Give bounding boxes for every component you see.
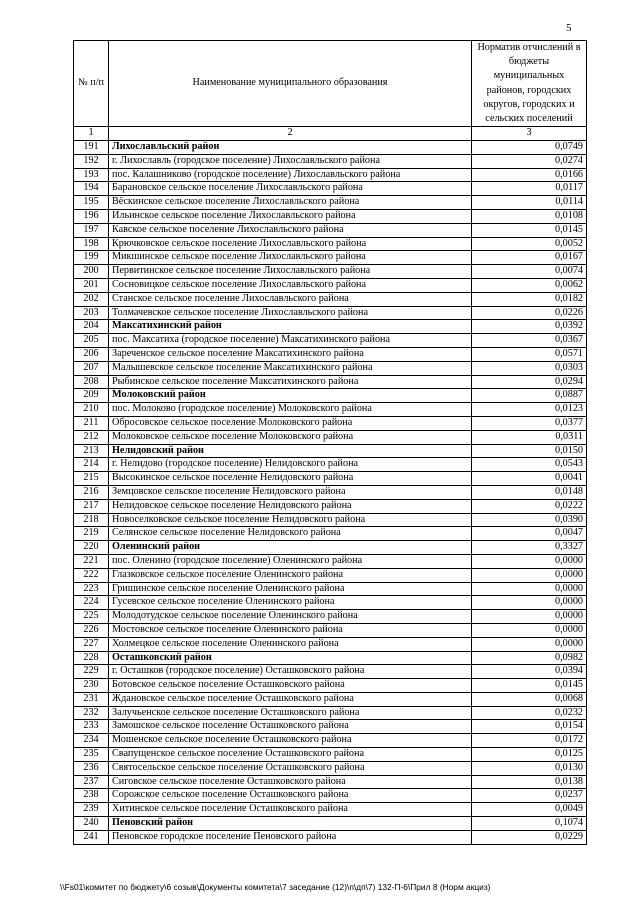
row-number: 204 [74, 320, 109, 334]
row-name: Ильинское сельское поселение Лихославльского района [109, 210, 472, 224]
row-value: 0,0145 [472, 223, 587, 237]
row-number: 220 [74, 541, 109, 555]
table-row [74, 610, 587, 624]
row-value: 0,0068 [472, 692, 587, 706]
header-name: Наименование муниципального образования [109, 41, 472, 127]
norms-table [73, 40, 587, 845]
row-name: пос. Оленино (городское поселение) Оленинского района [109, 554, 472, 568]
row-number: 201 [74, 278, 109, 292]
row-name: Сиговское сельское поселение Осташковского района [109, 775, 472, 789]
district-row [74, 320, 587, 334]
row-number: 225 [74, 610, 109, 624]
row-name: Осташковский район [109, 651, 472, 665]
row-number: 238 [74, 789, 109, 803]
table-row [74, 334, 587, 348]
district-row [74, 541, 587, 555]
row-value: 0,0049 [472, 803, 587, 817]
row-value: 0,0000 [472, 554, 587, 568]
row-name: Обросовское сельское поселение Молоковского района [109, 416, 472, 430]
row-number: 200 [74, 265, 109, 279]
table-row [74, 720, 587, 734]
row-value: 0,0000 [472, 582, 587, 596]
row-value: 0,0166 [472, 168, 587, 182]
row-number: 213 [74, 444, 109, 458]
row-name: Мостовское сельское поселение Оленинского района [109, 623, 472, 637]
table-row [74, 499, 587, 513]
table-row [74, 403, 587, 417]
table-row [74, 527, 587, 541]
row-number: 192 [74, 154, 109, 168]
table-row [74, 734, 587, 748]
row-number: 215 [74, 472, 109, 486]
row-number: 231 [74, 692, 109, 706]
row-name: г. Нелидово (городское поселение) Нелидовского района [109, 458, 472, 472]
row-value: 0,0274 [472, 154, 587, 168]
row-value: 0,0047 [472, 527, 587, 541]
district-row [74, 141, 587, 155]
row-name: Микшинское сельское поселение Лихославльского района [109, 251, 472, 265]
district-row [74, 389, 587, 403]
row-value: 0,0390 [472, 513, 587, 527]
row-number: 194 [74, 182, 109, 196]
row-number: 197 [74, 223, 109, 237]
row-name: Молоковский район [109, 389, 472, 403]
row-name: Свапущенское сельское поселение Осташковского района [109, 748, 472, 762]
row-number: 207 [74, 361, 109, 375]
row-number: 229 [74, 665, 109, 679]
row-value: 0,0392 [472, 320, 587, 334]
row-number: 237 [74, 775, 109, 789]
row-name: Глазковское сельское поселение Оленинского района [109, 568, 472, 582]
row-number: 235 [74, 748, 109, 762]
row-value: 0,0148 [472, 485, 587, 499]
table-row [74, 692, 587, 706]
row-name: Молодотудское сельское поселение Оленинского района [109, 610, 472, 624]
row-number: 205 [74, 334, 109, 348]
table-row [74, 485, 587, 499]
row-value: 0,0229 [472, 830, 587, 844]
row-number: 208 [74, 375, 109, 389]
row-number: 226 [74, 623, 109, 637]
column-number: 1 [74, 127, 109, 141]
row-name: Пеновское городское поселение Пеновского района [109, 830, 472, 844]
table-row [74, 306, 587, 320]
column-number: 3 [472, 127, 587, 141]
table-row [74, 458, 587, 472]
row-name: Сосновицкое сельское поселение Лихославльского района [109, 278, 472, 292]
table-row [74, 196, 587, 210]
row-number: 198 [74, 237, 109, 251]
table-header-row [74, 41, 587, 127]
table-row [74, 568, 587, 582]
row-number: 211 [74, 416, 109, 430]
row-name: Первитинское сельское поселение Лихославльского района [109, 265, 472, 279]
row-name: Сорожское сельское поселение Осташковского района [109, 789, 472, 803]
column-number: 2 [109, 127, 472, 141]
table-row [74, 210, 587, 224]
header-number: № п/п [74, 41, 109, 127]
row-name: Зареченское сельское поселение Максатихинского района [109, 347, 472, 361]
row-value: 0,0114 [472, 196, 587, 210]
row-number: 199 [74, 251, 109, 265]
row-number: 241 [74, 830, 109, 844]
row-name: Ботовское сельское поселение Осташковского района [109, 679, 472, 693]
row-value: 0,0074 [472, 265, 587, 279]
row-name: Высокинское сельское поселение Нелидовского района [109, 472, 472, 486]
row-number: 217 [74, 499, 109, 513]
row-name: Мошенское сельское поселение Осташковского района [109, 734, 472, 748]
row-number: 219 [74, 527, 109, 541]
row-name: г. Лихославль (городское поселение) Лихославльского района [109, 154, 472, 168]
row-number: 193 [74, 168, 109, 182]
row-number: 224 [74, 596, 109, 610]
table-row [74, 554, 587, 568]
table-row [74, 761, 587, 775]
table-row [74, 623, 587, 637]
row-name: Ждановское сельское поселение Осташковского района [109, 692, 472, 706]
row-name: Максатихинский район [109, 320, 472, 334]
row-number: 196 [74, 210, 109, 224]
row-name: Малышевское сельское поселение Максатихинского района [109, 361, 472, 375]
row-number: 203 [74, 306, 109, 320]
row-number: 214 [74, 458, 109, 472]
row-number: 209 [74, 389, 109, 403]
row-value: 0,0172 [472, 734, 587, 748]
row-number: 221 [74, 554, 109, 568]
table-row [74, 154, 587, 168]
row-value: 0,0125 [472, 748, 587, 762]
row-number: 227 [74, 637, 109, 651]
row-number: 222 [74, 568, 109, 582]
table-row [74, 347, 587, 361]
row-value: 0,0222 [472, 499, 587, 513]
table-row [74, 168, 587, 182]
row-name: Кавское сельское поселение Лихославльского района [109, 223, 472, 237]
table-row [74, 679, 587, 693]
page-number: 5 [566, 22, 572, 34]
district-row [74, 817, 587, 831]
row-number: 230 [74, 679, 109, 693]
row-value: 0,0123 [472, 403, 587, 417]
row-value: 0,1074 [472, 817, 587, 831]
row-value: 0,0154 [472, 720, 587, 734]
file-path-footer: \\Fs01\комитет по бюджету\6 созыв\Документы комитета\7 заседание (12)\п\дп\7) 132-П-6\Прил 8 (Норм акциз) [60, 882, 491, 892]
row-name: Нелидовское сельское поселение Нелидовского района [109, 499, 472, 513]
table-row [74, 637, 587, 651]
row-value: 0,0982 [472, 651, 587, 665]
table-row [74, 416, 587, 430]
row-name: Оленинский район [109, 541, 472, 555]
table-row [74, 375, 587, 389]
row-value: 0,0138 [472, 775, 587, 789]
row-value: 0,0117 [472, 182, 587, 196]
row-value: 0,0303 [472, 361, 587, 375]
row-value: 0,0000 [472, 568, 587, 582]
row-name: Рыбинское сельское поселение Максатихинского района [109, 375, 472, 389]
table-row [74, 706, 587, 720]
row-value: 0,0130 [472, 761, 587, 775]
row-number: 191 [74, 141, 109, 155]
table-row [74, 775, 587, 789]
row-value: 0,0000 [472, 637, 587, 651]
row-value: 0,0182 [472, 292, 587, 306]
row-number: 236 [74, 761, 109, 775]
table-row [74, 803, 587, 817]
row-number: 232 [74, 706, 109, 720]
table-row [74, 182, 587, 196]
row-number: 240 [74, 817, 109, 831]
row-name: Крючковское сельское поселение Лихославльского района [109, 237, 472, 251]
row-value: 0,0052 [472, 237, 587, 251]
table-row [74, 789, 587, 803]
row-name: Хитинское сельское поселение Осташковского района [109, 803, 472, 817]
row-name: Новоселковское сельское поселение Нелидовского района [109, 513, 472, 527]
row-value: 0,0232 [472, 706, 587, 720]
row-value: 0,0887 [472, 389, 587, 403]
row-name: Пеновский район [109, 817, 472, 831]
district-row [74, 651, 587, 665]
row-name: Замошское сельское поселение Осташковского района [109, 720, 472, 734]
table-row [74, 513, 587, 527]
row-value: 0,0062 [472, 278, 587, 292]
row-name: Гришинское сельское поселение Оленинского района [109, 582, 472, 596]
row-value: 0,0311 [472, 430, 587, 444]
row-name: Земцовское сельское поселение Нелидовского района [109, 485, 472, 499]
table-row [74, 582, 587, 596]
row-number: 206 [74, 347, 109, 361]
row-name: Молоковское сельское поселение Молоковского района [109, 430, 472, 444]
row-number: 239 [74, 803, 109, 817]
row-value: 0,0000 [472, 610, 587, 624]
row-value: 0,0145 [472, 679, 587, 693]
row-value: 0,0377 [472, 416, 587, 430]
table-row [74, 665, 587, 679]
row-name: Залучьенское сельское поселение Осташковского района [109, 706, 472, 720]
row-name: пос. Максатиха (городское поселение) Максатихинского района [109, 334, 472, 348]
row-value: 0,0394 [472, 665, 587, 679]
column-number-row [74, 127, 587, 141]
table-row [74, 278, 587, 292]
row-value: 0,0000 [472, 596, 587, 610]
district-row [74, 444, 587, 458]
row-name: пос. Калашниково (городское поселение) Лихославльского района [109, 168, 472, 182]
row-value: 0,0167 [472, 251, 587, 265]
table-row [74, 472, 587, 486]
row-value: 0,0543 [472, 458, 587, 472]
table-row [74, 237, 587, 251]
table-row [74, 830, 587, 844]
row-value: 0,0367 [472, 334, 587, 348]
row-number: 195 [74, 196, 109, 210]
row-name: Святосельское сельское поселение Осташковского района [109, 761, 472, 775]
row-value: 0,0000 [472, 623, 587, 637]
row-value: 0,0571 [472, 347, 587, 361]
row-number: 233 [74, 720, 109, 734]
table-row [74, 748, 587, 762]
table-row [74, 292, 587, 306]
row-name: Вёскинское сельское поселение Лихославльского района [109, 196, 472, 210]
row-value: 0,0237 [472, 789, 587, 803]
row-number: 216 [74, 485, 109, 499]
table-row [74, 430, 587, 444]
table-row [74, 265, 587, 279]
table-row [74, 596, 587, 610]
row-number: 228 [74, 651, 109, 665]
row-name: Селянское сельское поселение Нелидовского района [109, 527, 472, 541]
row-value: 0,0749 [472, 141, 587, 155]
row-name: пос. Молоково (городское поселение) Молоковского района [109, 403, 472, 417]
row-value: 0,3327 [472, 541, 587, 555]
table-row [74, 223, 587, 237]
row-name: Барановское сельское поселение Лихославльского района [109, 182, 472, 196]
header-norm: Норматив отчислений в бюджеты муниципальных районов, городских округов, городских и сельских поселений [472, 41, 587, 127]
table-row [74, 361, 587, 375]
row-name: Холмецкое сельское поселение Оленинского района [109, 637, 472, 651]
row-number: 218 [74, 513, 109, 527]
row-value: 0,0041 [472, 472, 587, 486]
row-name: г. Осташков (городское поселение) Осташковского района [109, 665, 472, 679]
row-name: Станское сельское поселение Лихославльского района [109, 292, 472, 306]
row-number: 212 [74, 430, 109, 444]
row-name: Лихославльский район [109, 141, 472, 155]
row-value: 0,0150 [472, 444, 587, 458]
table-row [74, 251, 587, 265]
row-value: 0,0108 [472, 210, 587, 224]
row-name: Толмачевское сельское поселение Лихославльского района [109, 306, 472, 320]
row-value: 0,0226 [472, 306, 587, 320]
row-value: 0,0294 [472, 375, 587, 389]
row-number: 202 [74, 292, 109, 306]
row-number: 210 [74, 403, 109, 417]
table-body [74, 141, 587, 845]
row-name: Нелидовский район [109, 444, 472, 458]
row-number: 234 [74, 734, 109, 748]
row-name: Гусевское сельское поселение Оленинского района [109, 596, 472, 610]
row-number: 223 [74, 582, 109, 596]
